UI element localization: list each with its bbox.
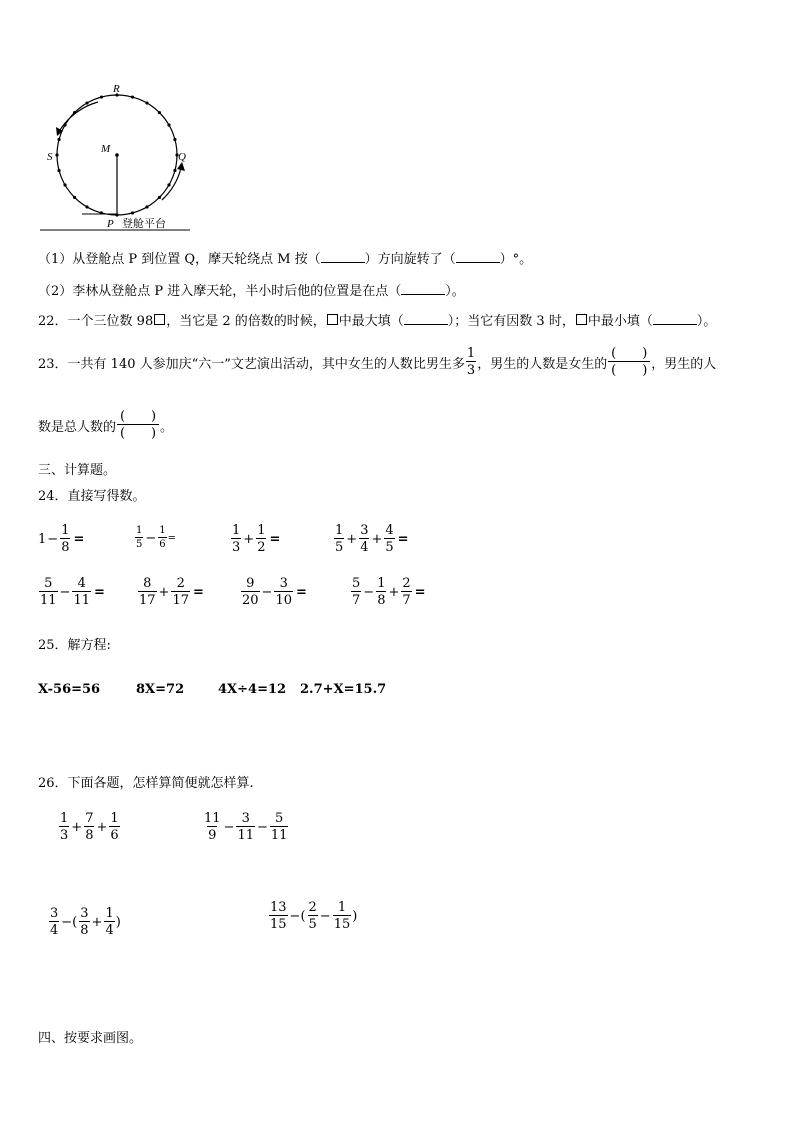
- answer-blank[interactable]: [321, 250, 365, 263]
- q26-expr: $\frac{11}{9}$ − $\frac{3}{11}$ − $\frac{5}{11}$: [204, 811, 288, 843]
- section-heading: 四、按要求画图。: [38, 1031, 143, 1046]
- label-M: M: [101, 143, 111, 155]
- digit-box: [327, 314, 338, 325]
- ferris-wheel-figure: [30, 80, 230, 230]
- wheel-seat-dot: [173, 169, 176, 172]
- q24-expr: $\frac{8}{17}$ + $\frac{2}{17}$ =: [139, 576, 204, 608]
- wheel-seat-dot: [63, 183, 66, 186]
- wheel-seat-dot: [167, 123, 170, 126]
- q21-part1: （1）从登舱点 P 到位置 Q，摩天轮绕点 M 按（ ）方向旋转了（ ）°。: [38, 252, 533, 267]
- q26-expr: $\frac{13}{15}$ −( $\frac{2}{5}$ − $\frac{1}{15}$ ): [270, 900, 358, 932]
- q26-title: 26．下面各题，怎样算简便就怎样算.: [38, 776, 254, 791]
- wheel-seat-dot: [167, 183, 170, 186]
- cw-arrowhead: [177, 162, 185, 171]
- wheel-seat-dot: [57, 138, 60, 141]
- equation: X-56=56: [38, 682, 101, 697]
- platform-label: 登舱平台: [122, 218, 166, 230]
- q24-expr: $\frac{1}{3}$ + $\frac{1}{2}$ =: [232, 523, 281, 555]
- digit-box: [576, 314, 587, 325]
- cw-arrow: [162, 168, 181, 200]
- wheel-seat-dot: [100, 95, 103, 98]
- q24-expr: 1 − $\frac{1}{8}$ =: [38, 523, 85, 555]
- q24-title: 24．直接写得数。: [38, 489, 146, 504]
- digit-box: [154, 314, 165, 325]
- q25-title: 25．解方程:: [38, 638, 111, 653]
- answer-blank[interactable]: [653, 312, 697, 325]
- q23-line1: 23．一共有 140 人参加庆“六一”文艺演出活动，其中女生的人数比男生多 $\frac{1}{3}$ ，男生的人数是女生的 $\frac{( )}{( )}$ ，男生的人: [38, 346, 717, 378]
- label-P: P: [107, 218, 114, 230]
- answer-blank[interactable]: [401, 282, 445, 295]
- answer-blank[interactable]: [404, 312, 448, 325]
- section-heading: 三、计算题。: [38, 463, 117, 478]
- wheel-seat-dot: [57, 169, 60, 172]
- q22: 22．一个三位数 98 ，当它是 2 的倍数的时候， 中最大填（ ）；当它有因数 3 时， 中最小填（ ）。: [38, 314, 717, 329]
- answer-fraction[interactable]: $\frac{( )}{( )}$: [117, 410, 159, 440]
- answer-blank[interactable]: [456, 250, 500, 263]
- q24-expr: $\frac{5}{7}$ − $\frac{1}{8}$ + $\frac{2}{7}$ =: [352, 576, 426, 608]
- wheel-seat-dot: [131, 95, 134, 98]
- wheel-seat-dot: [145, 205, 148, 208]
- wheel-seat-dot: [145, 101, 148, 104]
- q24-expr: $\frac{1}{5}$ − $\frac{1}{6}$ =: [136, 525, 177, 550]
- wheel-seat-dot: [85, 205, 88, 208]
- wheel-seat-dot: [158, 111, 161, 114]
- label-S: S: [47, 151, 53, 163]
- q23-line2: 数是总人数的 $\frac{( )}{( )}$ 。: [38, 409, 174, 441]
- fraction: $\frac{1}{3}$: [466, 346, 476, 378]
- q24-expr: $\frac{9}{20}$ − $\frac{3}{10}$ =: [242, 576, 307, 608]
- wheel-seat-dot: [85, 101, 88, 104]
- wheel-seat-dot: [173, 138, 176, 141]
- q24-expr: $\frac{1}{5}$ + $\frac{3}{4}$ + $\frac{4}{5}$ =: [335, 523, 409, 555]
- q26-expr: $\frac{3}{4}$ −( $\frac{3}{8}$ + $\frac{1}{4}$ ): [50, 906, 121, 938]
- label-Q: Q: [178, 151, 186, 163]
- wheel-seat-dot: [158, 196, 161, 199]
- equation: 4X÷4=12: [218, 682, 287, 697]
- q24-expr: $\frac{5}{11}$ − $\frac{4}{11}$ =: [40, 576, 105, 608]
- equation: 2.7+X=15.7: [300, 682, 387, 697]
- wheel-seat-dot: [55, 153, 58, 156]
- label-R: R: [113, 83, 120, 95]
- equation: 8X=72: [136, 682, 185, 697]
- wheel-seat-dot: [131, 211, 134, 214]
- wheel-seat-dot: [73, 196, 76, 199]
- q21-part2: （2）李林从登舱点 P 进入摩天轮，半小时后他的位置是在点（ ）。: [38, 284, 465, 299]
- ccw-arrowhead: [56, 127, 63, 136]
- answer-fraction[interactable]: $\frac{( )}{( )}$: [608, 347, 650, 377]
- q26-expr: $\frac{1}{3}$ + $\frac{7}{8}$ + $\frac{1}{6}$: [60, 811, 119, 843]
